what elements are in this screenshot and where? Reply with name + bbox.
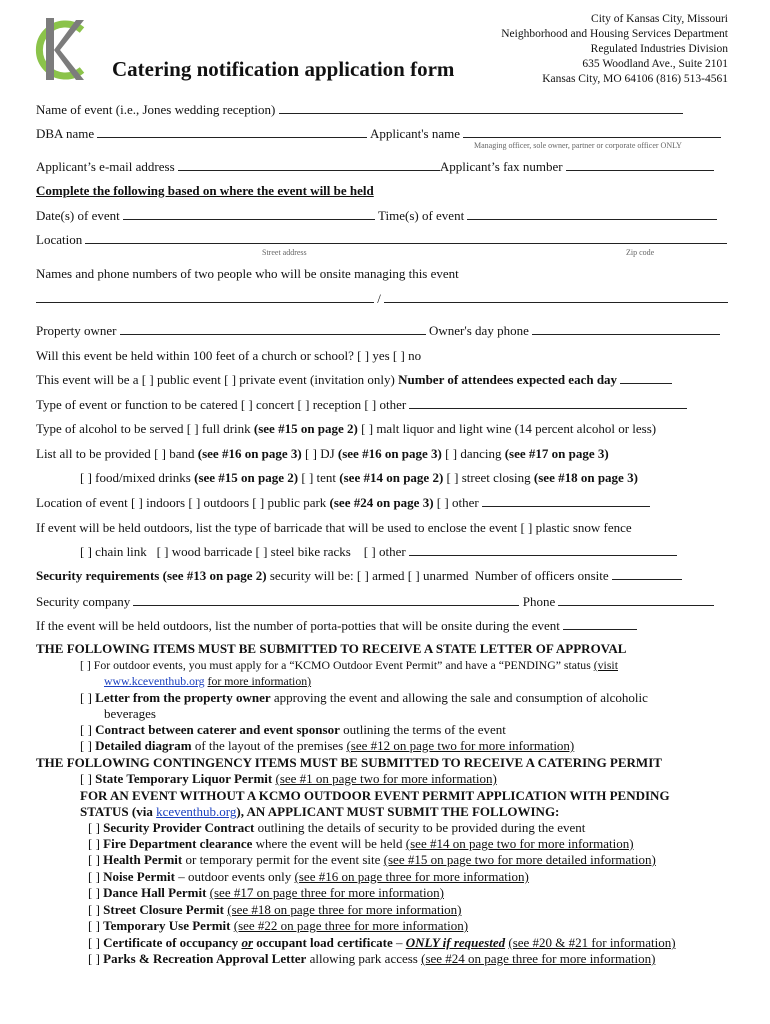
location-label: Location: [36, 232, 83, 247]
event-name-label: Name of event (i.e., Jones wedding reception): [36, 102, 276, 117]
reception-checkbox[interactable]: [ ]: [297, 397, 310, 412]
private-event-checkbox[interactable]: [ ]: [224, 372, 237, 387]
security-contract-text: outlining the details of security to be provided during the event: [257, 820, 586, 835]
steel-racks-label: steel bike racks: [270, 544, 351, 559]
dancing-checkbox[interactable]: [ ]: [445, 446, 458, 461]
ref-13-page-2: (see #13 on page 2): [162, 568, 267, 583]
barricade-row-2: [80, 544, 677, 560]
ref-15-page-2: (see #15 on page 2): [253, 421, 358, 436]
malt-checkbox[interactable]: [ ]: [361, 421, 374, 436]
outdoor-permit-text: For outdoor events, you must apply for a “KCMO Outdoor Event Permit” and have a “PENDING” status: [93, 658, 591, 672]
ref-16-page-3: (see #16 on page 3): [337, 446, 442, 461]
slash: /: [377, 291, 381, 306]
food-checkbox[interactable]: [ ]: [80, 470, 92, 485]
concert-checkbox[interactable]: [ ]: [240, 397, 253, 412]
provided-label: List all to be provided: [36, 446, 151, 461]
other-location-label: other: [451, 495, 479, 510]
temp-use-bold: Temporary Use Permit: [103, 918, 231, 933]
dj-checkbox[interactable]: [ ]: [305, 446, 317, 461]
attendees-label: Number of attendees expected each day: [398, 372, 618, 387]
food-label: food/mixed drinks: [95, 470, 191, 485]
ref-18-page-3: (see #18 on page 3): [533, 470, 638, 485]
indoors-label: indoors: [146, 495, 186, 510]
dj-label: DJ: [320, 446, 335, 461]
noise-permit-checkbox[interactable]: [ ]: [88, 869, 100, 884]
event-name-field[interactable]: [279, 102, 683, 114]
ref-15-page-2: (see #15 on page 2): [194, 470, 299, 485]
noise-permit-ref: (see #16 on page three for more information): [294, 869, 529, 884]
cont-item-security: [88, 820, 585, 836]
health-permit-checkbox[interactable]: [ ]: [88, 852, 100, 867]
occupancy-ref: (see #20 & #21 for information): [508, 935, 676, 950]
cont-item-parks: [88, 951, 655, 967]
porta-field[interactable]: [563, 618, 637, 630]
kceventhub-link-2[interactable]: kceventhub.org: [156, 804, 237, 819]
no-permit-status: STATUS (via: [80, 804, 153, 819]
security-phone-field[interactable]: [558, 594, 714, 606]
church-question: Will this event be held within 100 feet of a church or school?: [36, 348, 354, 363]
street-closing-label: street closing: [461, 470, 531, 485]
cont-item-dance: [88, 885, 444, 901]
wood-barricade-checkbox[interactable]: [ ]: [156, 544, 169, 559]
form-title: Catering notification application form: [112, 57, 455, 81]
cont-item-street: [88, 902, 462, 918]
security-contract-checkbox[interactable]: [ ]: [88, 820, 100, 835]
agency-line: Neighborhood and Housing Services Department: [501, 28, 728, 40]
event-location-row: [36, 495, 650, 511]
dance-hall-ref: (see #17 on page three for more information): [209, 885, 444, 900]
security-row: [36, 568, 682, 584]
health-permit-ref: (see #15 on page two for more detailed information): [383, 852, 656, 867]
unarmed-label: unarmed: [422, 568, 469, 583]
complete-heading: Complete the following based on where the event will be held: [36, 183, 374, 198]
plastic-fence-checkbox[interactable]: [ ]: [520, 520, 533, 535]
street-closure-ref: (see #18 on page three for more information): [227, 902, 462, 917]
zip-hint: Zip code: [626, 248, 655, 257]
unarmed-checkbox[interactable]: [ ]: [407, 568, 420, 583]
band-checkbox[interactable]: [ ]: [154, 446, 166, 461]
property-owner-label: Property owner: [36, 323, 117, 338]
property-owner-row: [36, 323, 720, 339]
security-phone-label: Phone: [522, 594, 556, 609]
manager-two-field[interactable]: [384, 291, 728, 303]
no-label: no: [408, 348, 422, 363]
liquor-permit-bold: State Temporary Liquor Permit: [95, 771, 273, 786]
other-location-checkbox[interactable]: [ ]: [436, 495, 449, 510]
street-hint: Street address: [262, 248, 307, 257]
steel-racks-checkbox[interactable]: [ ]: [255, 544, 268, 559]
cont-item-health: [88, 852, 656, 868]
diagram-text: of the layout of the premises: [194, 738, 344, 753]
applicant-note: Managing officer, sole owner, partner or corporate officer ONLY: [474, 141, 682, 150]
cont-item-temp-use: [88, 918, 468, 934]
state-item-contract: [80, 722, 506, 738]
state-item-outdoor-permit: [80, 658, 618, 673]
outdoors-label: outdoors: [203, 495, 250, 510]
ref-17-page-3: (see #17 on page 3): [504, 446, 609, 461]
visit-text: (visit: [593, 658, 618, 672]
other-location-field[interactable]: [482, 495, 650, 507]
security-company-label: Security company: [36, 594, 131, 609]
outdoors-checkbox[interactable]: [ ]: [188, 495, 201, 510]
cont-item-noise: [88, 869, 529, 885]
agency-line: Kansas City, MO 64106 (816) 513-4561: [542, 73, 728, 85]
occupancy-dash: –: [395, 935, 403, 950]
no-permit-submit: ), AN APPLICANT MUST SUBMIT THE FOLLOWING:: [236, 804, 560, 819]
event-type-row: [36, 397, 687, 413]
diagram-bold: Detailed diagram: [95, 738, 192, 753]
officers-field[interactable]: [612, 568, 682, 580]
full-drink-label: full drink: [201, 421, 251, 436]
other-event-field[interactable]: [409, 397, 687, 409]
email-label: Applicant’s e-mail address: [36, 159, 175, 174]
outdoor-permit-checkbox[interactable]: [ ]: [80, 658, 91, 672]
fire-clearance-text: where the event will be held: [255, 836, 403, 851]
malt-label: malt liquor and light wine (14 percent alcohol or less): [376, 421, 657, 436]
band-label: band: [169, 446, 195, 461]
security-company-field[interactable]: [133, 594, 519, 606]
onsite-managers-label: Names and phone numbers of two people who will be onsite managing this event: [36, 266, 459, 281]
owner-phone-label: Owner's day phone: [429, 323, 529, 338]
tent-checkbox[interactable]: [ ]: [301, 470, 314, 485]
property-letter-checkbox[interactable]: [ ]: [80, 690, 92, 705]
porta-row: [36, 618, 637, 634]
dancing-label: dancing: [460, 446, 502, 461]
parks-letter-checkbox[interactable]: [ ]: [88, 951, 100, 966]
cont-item-fire: [88, 836, 634, 852]
concert-label: concert: [256, 397, 295, 412]
kc-logo: [30, 14, 94, 84]
security-contract-bold: Security Provider Contract: [103, 820, 255, 835]
owner-phone-field[interactable]: [532, 323, 720, 335]
temp-use-ref: (see #22 on page three for more information): [233, 918, 469, 933]
occupancy-or: or: [241, 935, 253, 950]
full-drink-checkbox[interactable]: [ ]: [186, 421, 199, 436]
yes-checkbox[interactable]: [ ]: [357, 348, 370, 363]
parks-letter-ref: (see #24 on page three for more information): [421, 951, 656, 966]
health-permit-bold: Health Permit: [103, 852, 183, 867]
temp-use-checkbox[interactable]: [ ]: [88, 918, 100, 933]
parks-letter-bold: Parks & Recreation Approval Letter: [103, 951, 307, 966]
armed-checkbox[interactable]: [ ]: [356, 568, 369, 583]
health-permit-text: or temporary permit for the event site: [185, 852, 381, 867]
times-field[interactable]: [467, 208, 717, 220]
state-letter-heading: THE FOLLOWING ITEMS MUST BE SUBMITTED TO RECEIVE A STATE LETTER OF APPROVAL: [36, 641, 627, 656]
attendees-field[interactable]: [620, 372, 672, 384]
security-label: Security requirements: [36, 568, 160, 583]
chain-link-label: chain link: [95, 544, 147, 559]
contract-text: outlining the terms of the event: [343, 722, 506, 737]
event-kind-label: This event will be a: [36, 372, 139, 387]
liquor-permit-ref: (see #1 on page two for more information): [275, 771, 497, 786]
occupancy-bold: Certificate of occupancy: [103, 935, 239, 950]
kceventhub-link[interactable]: www.kceventhub.org: [104, 674, 205, 688]
fax-field[interactable]: [566, 159, 714, 171]
location-row: [36, 232, 727, 248]
ref-24-page-3: (see #24 on page 3): [329, 495, 434, 510]
logo-k-stem: [46, 18, 54, 80]
agency-line: City of Kansas City, Missouri: [591, 13, 728, 25]
state-item-outdoor-permit-cont: [104, 674, 311, 689]
state-item-property-letter: [80, 690, 648, 706]
fax-label: Applicant’s fax number: [439, 159, 563, 174]
other-barricade-field[interactable]: [409, 544, 677, 556]
alcohol-row: [36, 421, 656, 437]
fire-clearance-checkbox[interactable]: [ ]: [88, 836, 100, 851]
indoors-checkbox[interactable]: [ ]: [130, 495, 143, 510]
property-letter-text: approving the event and allowing the sale and consumption of alcoholic: [273, 690, 648, 705]
provided-row: [36, 446, 609, 462]
yes-label: yes: [372, 348, 390, 363]
street-closing-checkbox[interactable]: [ ]: [446, 470, 459, 485]
diagram-checkbox[interactable]: [ ]: [80, 738, 92, 753]
other-barricade-label: other: [378, 544, 406, 559]
agency-address: [501, 12, 728, 87]
logo-c-arc: [39, 24, 82, 76]
tent-label: tent: [316, 470, 337, 485]
public-park-label: public park: [267, 495, 327, 510]
noise-permit-text: – outdoor events only: [178, 869, 292, 884]
public-event-label: public event: [156, 372, 221, 387]
property-letter-bold: Letter from the property owner: [95, 690, 271, 705]
dance-hall-bold: Dance Hall Permit: [103, 885, 207, 900]
armed-label: armed: [372, 568, 405, 583]
other-barricade-checkbox[interactable]: [ ]: [363, 544, 376, 559]
applicant-name-label: Applicant's name: [369, 126, 461, 141]
only-if-requested: ONLY if requested: [405, 935, 506, 950]
street-closure-bold: Street Closure Permit: [103, 902, 224, 917]
noise-permit-bold: Noise Permit: [103, 869, 176, 884]
dba-field[interactable]: [97, 126, 367, 138]
email-field[interactable]: [178, 159, 440, 171]
property-owner-field[interactable]: [120, 323, 426, 335]
provided-row-2: [80, 470, 638, 486]
event-kind-row: [36, 372, 672, 388]
location-field[interactable]: [85, 232, 727, 244]
dance-hall-checkbox[interactable]: [ ]: [88, 885, 100, 900]
dates-row: [36, 208, 717, 224]
church-row: [36, 348, 421, 364]
barricade-row: [36, 520, 632, 536]
state-item-diagram: [80, 738, 574, 754]
contract-checkbox[interactable]: [ ]: [80, 722, 92, 737]
barricade-question: If event will be held outdoors, list the type of barricade that will be used to enclose the event: [36, 520, 518, 535]
alcohol-label: Type of alcohol to be served: [36, 421, 184, 436]
contract-bold: Contract between caterer and event sponsor: [95, 722, 340, 737]
email-row: [36, 159, 714, 175]
applicant-name-field[interactable]: [463, 126, 721, 138]
no-permit-line-2: [80, 804, 559, 820]
contingency-heading: THE FOLLOWING CONTINGENCY ITEMS MUST BE SUBMITTED TO RECEIVE A CATERING PERMIT: [36, 755, 662, 770]
officers-label: Number of officers onsite: [474, 568, 609, 583]
ref-16-page-3: (see #16 on page 3): [197, 446, 302, 461]
other-event-checkbox[interactable]: [ ]: [364, 397, 377, 412]
occupancy-checkbox[interactable]: [ ]: [88, 935, 100, 950]
event-location-label: Location of event: [36, 495, 128, 510]
onsite-managers-row: [36, 291, 728, 307]
property-letter-cont: beverages: [104, 706, 156, 721]
liquor-permit-checkbox[interactable]: [ ]: [80, 771, 92, 786]
security-company-row: [36, 594, 714, 610]
private-event-label: private event (invitation only): [239, 372, 395, 387]
agency-line: Regulated Industries Division: [590, 43, 728, 55]
wood-barricade-label: wood barricade: [171, 544, 253, 559]
fire-clearance-bold: Fire Department clearance: [103, 836, 253, 851]
occupant-load-bold: occupant load certificate: [256, 935, 393, 950]
street-closure-checkbox[interactable]: [ ]: [88, 902, 100, 917]
reception-label: reception: [312, 397, 362, 412]
parks-letter-text: allowing park access: [309, 951, 418, 966]
more-info-text: for more information): [207, 674, 312, 688]
contingency-liquor: [80, 771, 497, 787]
dba-row: [36, 126, 721, 142]
porta-label: If the event will be held outdoors, list the number of porta-potties that will be onsite during the event: [36, 618, 560, 633]
cont-item-occupancy: [88, 935, 676, 951]
event-type-label: Type of event or function to be catered: [36, 397, 238, 412]
no-permit-line-1: FOR AN EVENT WITHOUT A KCMO OUTDOOR EVENT PERMIT APPLICATION WITH PENDING: [80, 788, 670, 803]
chain-link-checkbox[interactable]: [ ]: [80, 544, 92, 559]
dates-label: Date(s) of event: [36, 208, 120, 223]
public-park-checkbox[interactable]: [ ]: [252, 495, 265, 510]
diagram-ref: (see #12 on page two for more information): [346, 738, 575, 753]
ref-14-page-2: (see #14 on page 2): [339, 470, 444, 485]
dates-field[interactable]: [123, 208, 375, 220]
fire-clearance-ref: (see #14 on page two for more information): [405, 836, 634, 851]
plastic-fence-label: plastic snow fence: [535, 520, 632, 535]
manager-one-field[interactable]: [36, 291, 374, 303]
security-will-label: security will be:: [269, 568, 354, 583]
event-name-row: [36, 102, 683, 118]
agency-line: 635 Woodland Ave., Suite 2101: [582, 58, 728, 70]
no-checkbox[interactable]: [ ]: [392, 348, 405, 363]
other-event-label: other: [379, 397, 407, 412]
public-event-checkbox[interactable]: [ ]: [141, 372, 154, 387]
times-label: Time(s) of event: [378, 208, 465, 223]
dba-label: DBA name: [36, 126, 95, 141]
